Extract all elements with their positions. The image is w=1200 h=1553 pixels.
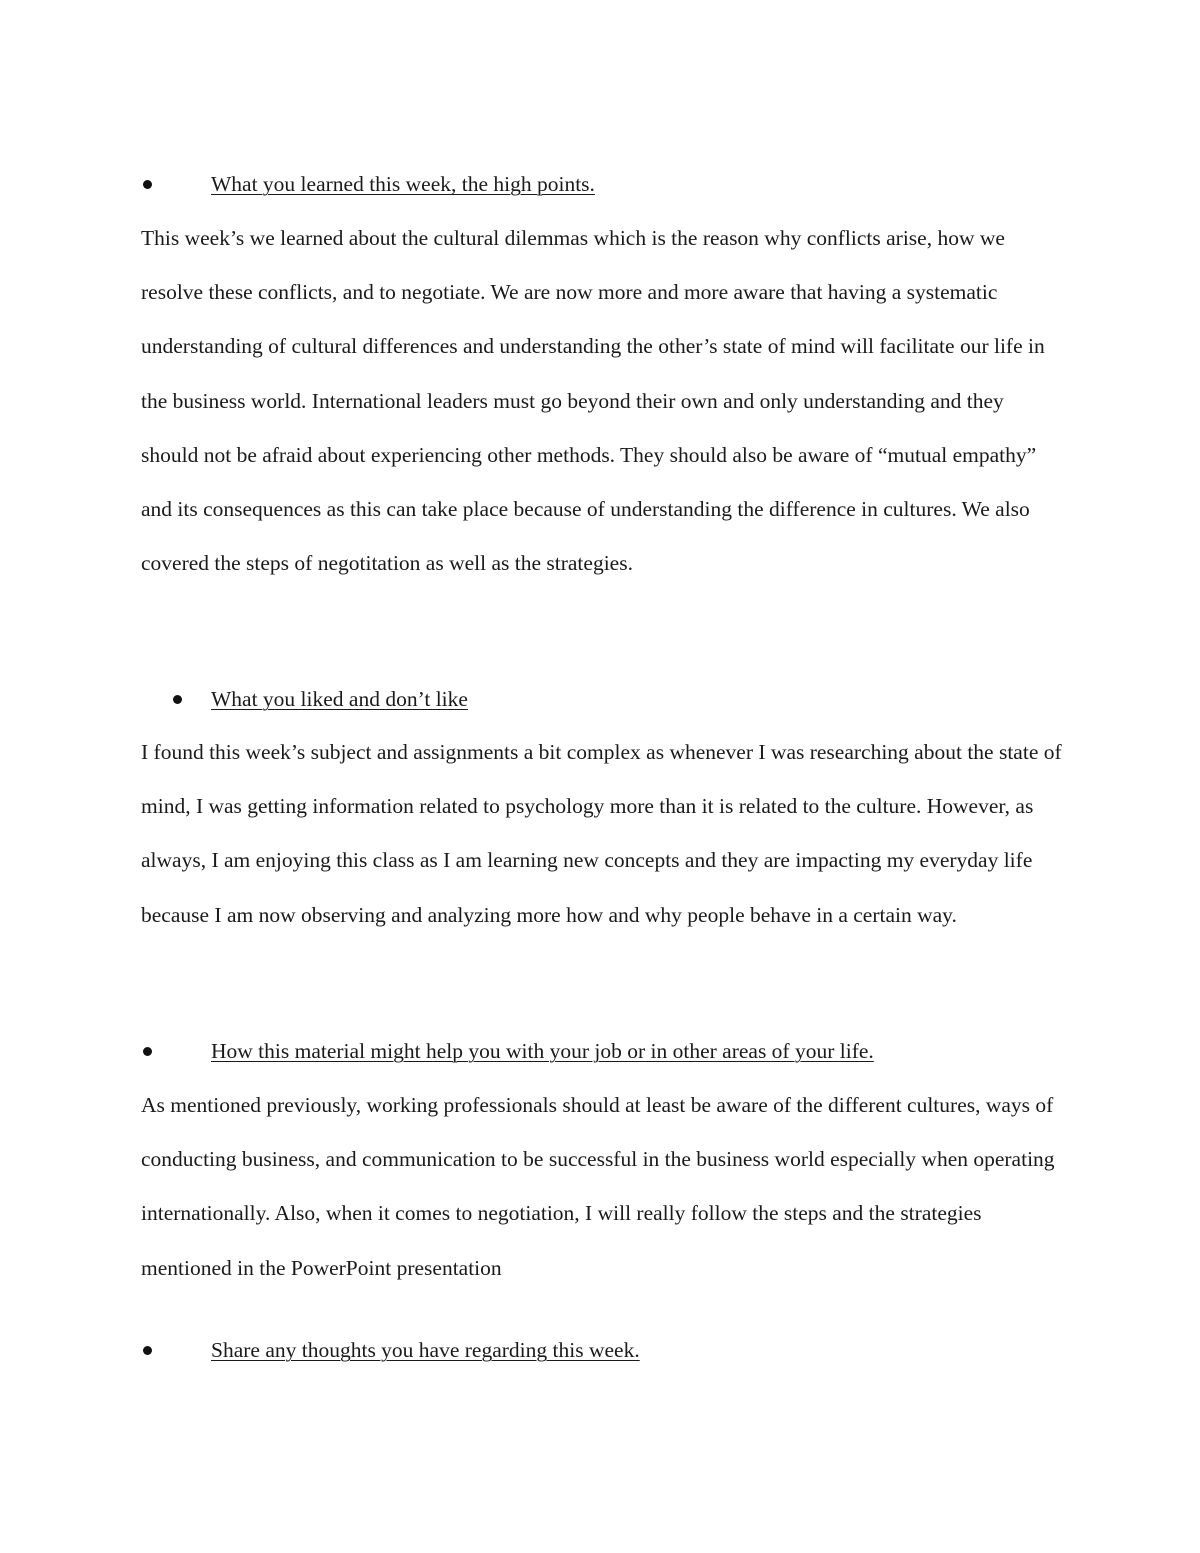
heading-learned-text: What you learned this week, the high points. [211,172,595,196]
bullet-icon [173,695,182,704]
paragraph-learned-text: This week’s we learned about the cultural dilemmas which is the reason why conflicts arise, how we resolve these conflicts, and to negotiate. We are now more and more aware that having a systematic understanding of cultural differences and understanding the other’s state of mind will facilitate our life in the business world. International leaders must go beyond their own and only understanding and they should not be afraid about experiencing other methods. They should also be aware of “mutual empathy” and its consequences as this can take place because of understanding the difference in cultures. We also covered the steps of negotitation as well as the strategies. [141,226,1045,576]
heading-help-text: How this material might help you with your job or in other areas of your life. [211,1039,874,1063]
heading-thoughts-text: Share any thoughts you have regarding this week. [211,1338,640,1362]
heading-liked-text: What you liked and don’t like [211,687,468,711]
bullet-heading-liked [141,683,1071,715]
bullet-icon [143,1047,152,1056]
bullet-heading-learned [141,168,1071,200]
bullet-heading-thoughts [141,1334,1071,1366]
paragraph-help [141,1078,1066,1295]
paragraph-learned [141,211,1066,590]
paragraph-liked-text: I found this week’s subject and assignments a bit complex as whenever I was researching about the state of mind, I was getting information related to psychology more than it is related to the culture. However, as always, I am enjoying this class as I am learning new concepts and they are impacting my everyday life because I am now observing and analyzing more how and why people behave in a certain way. [141,740,1062,927]
bullet-icon [143,180,152,189]
paragraph-help-text: As mentioned previously, working professionals should at least be aware of the different cultures, ways of conducting business, and communication to be successful in the business world especially when operating internationally. Also, when it comes to negotiation, I will really follow the steps and the strategies mentioned in the PowerPoint presentation [141,1093,1055,1280]
paragraph-liked [141,725,1066,942]
bullet-icon [143,1346,152,1355]
bullet-heading-help [141,1035,1071,1067]
